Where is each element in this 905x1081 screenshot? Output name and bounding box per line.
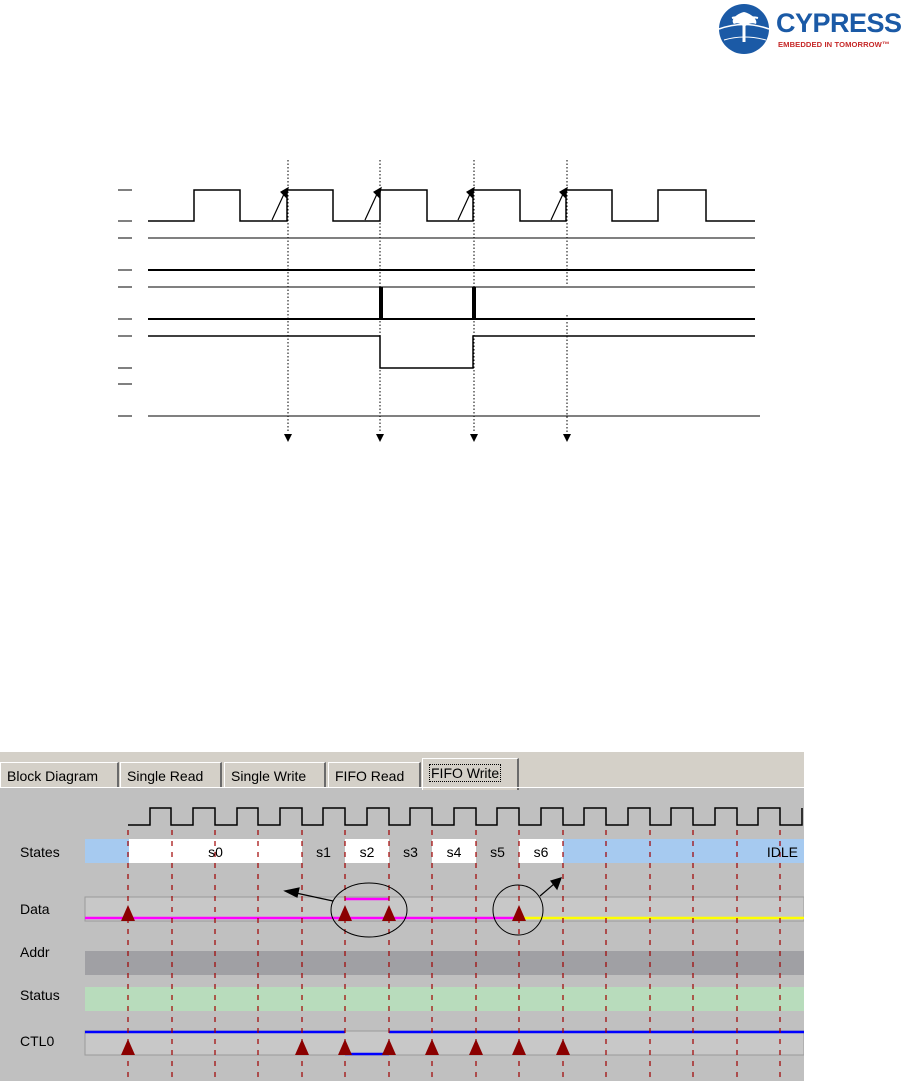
control-waveform — [148, 336, 755, 368]
cypress-logo — [714, 2, 904, 54]
state-s4: s4 — [446, 844, 462, 860]
row-label-states: States — [20, 844, 60, 860]
timing-row-ticks — [118, 190, 132, 416]
state-s0: s0 — [208, 844, 223, 860]
tab-block-diagram[interactable]: Block Diagram — [0, 762, 119, 788]
sim-clock-waveform — [128, 808, 802, 825]
logo-tagline: EMBEDDED IN TOMORROW™ — [778, 40, 890, 49]
tab-fifo-write[interactable]: FIFO Write — [422, 758, 519, 790]
cypress-globe-icon — [714, 2, 776, 54]
timing-diagram — [0, 150, 905, 450]
state-s1: s1 — [316, 844, 331, 860]
tab-single-write[interactable]: Single Write — [224, 762, 326, 788]
row-label-data: Data — [20, 901, 50, 917]
tab-bar — [0, 752, 804, 788]
waveform-area — [0, 788, 804, 1081]
simulator-window — [0, 752, 804, 1081]
cursor-arrow-heads — [284, 434, 571, 442]
state-s5: s5 — [490, 844, 505, 860]
state-idle: IDLE — [766, 844, 798, 860]
logo-brand: CYPRESS — [776, 8, 902, 38]
clock-edge-arrows — [272, 188, 567, 220]
state-s6: s6 — [533, 844, 549, 860]
tab-single-read[interactable]: Single Read — [120, 762, 222, 788]
row-label-addr: Addr — [20, 944, 50, 960]
clock-waveform — [148, 190, 755, 221]
row-label-status: Status — [20, 987, 60, 1003]
row-label-ctl0: CTL0 — [20, 1033, 55, 1049]
state-s2: s2 — [359, 844, 375, 860]
tab-fifo-read[interactable]: FIFO Read — [328, 762, 421, 788]
state-s3: s3 — [403, 844, 418, 860]
